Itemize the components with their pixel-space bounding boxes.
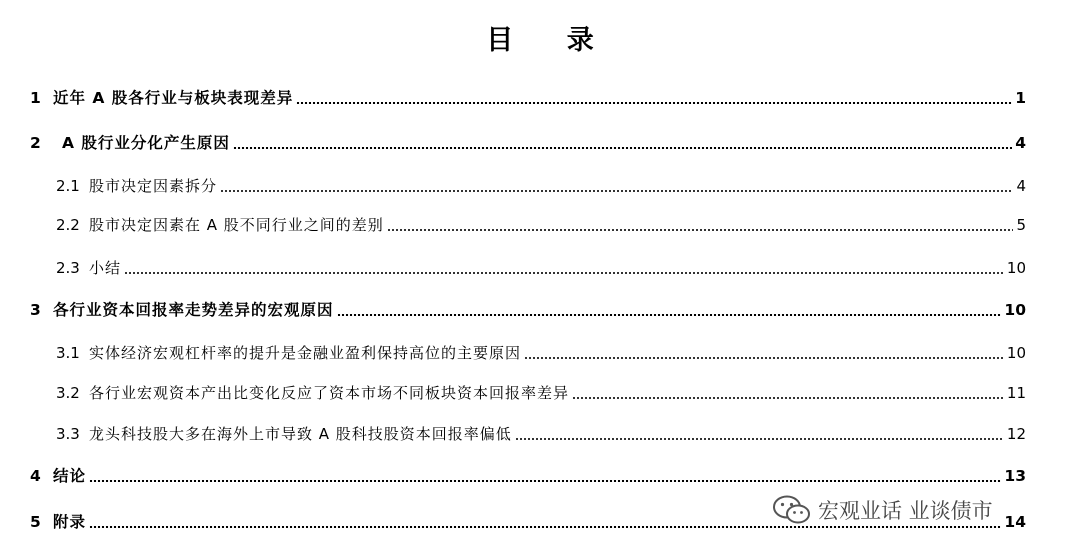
toc-number: 4 [30,467,41,485]
toc-page-number: 4 [1015,134,1026,152]
toc-subentry[interactable] [56,174,1026,198]
toc-number: 3.3 [56,425,80,443]
toc-heading: 近年 A 股各行业与板块表现差异 [53,89,294,107]
toc-entry[interactable] [30,131,1026,155]
toc-page-number: 10 [1004,301,1026,319]
toc-page-number: 4 [1016,177,1026,195]
toc-page-number: 10 [1006,344,1026,362]
toc-entry[interactable] [30,86,1026,110]
dot-leader [233,147,1012,149]
toc-number: 2.1 [56,177,80,195]
toc-entry[interactable] [30,464,1026,488]
dot-leader [296,102,1012,104]
wechat-watermark [772,494,993,526]
toc-heading: 附录 [53,513,87,531]
toc-number: 2 [30,134,41,152]
toc-page-number: 14 [1004,513,1026,531]
toc-heading: 股市决定因素在 A 股不同行业之间的差别 [89,216,384,234]
dot-leader [572,397,1004,399]
toc-page-number: 10 [1006,259,1026,277]
toc-heading: 各行业资本回报率走势差异的宏观原因 [53,301,334,319]
toc-heading: 小结 [89,259,122,277]
dot-leader [515,438,1004,440]
toc-subentry[interactable] [56,341,1026,365]
wechat-icon [772,494,812,526]
toc-page-number: 1 [1015,89,1026,107]
toc-number: 2.2 [56,216,80,234]
toc-page-number: 5 [1016,216,1026,234]
dot-leader [337,314,1002,316]
dot-leader [387,229,1014,231]
toc-number: 3.1 [56,344,80,362]
toc-number: 5 [30,513,41,531]
dot-leader [220,190,1013,192]
dot-leader [524,357,1004,359]
toc-number: 2.3 [56,259,80,277]
toc-number: 1 [30,89,41,107]
toc-number: 3.2 [56,384,80,402]
toc-subentry[interactable] [56,213,1026,237]
dot-leader [89,526,1001,528]
toc-subentry[interactable] [56,256,1026,280]
toc-number: 3 [30,301,41,319]
watermark-text: 宏观业话 业谈债市 [818,499,993,523]
toc-page-number: 13 [1004,467,1026,485]
toc-heading: 结论 [53,467,87,485]
toc-subentry[interactable] [56,381,1026,405]
toc-heading: 实体经济宏观杠杆率的提升是金融业盈利保持高位的主要原因 [89,344,522,362]
toc-page-number: 11 [1006,384,1026,402]
page-title: 目 录 [486,25,616,56]
toc-heading: 各行业宏观资本产出比变化反应了资本市场不同板块资本回报率差异 [89,384,570,402]
toc-subentry[interactable] [56,422,1026,446]
toc-heading: 龙头科技股大多在海外上市导致 A 股科技股资本回报率偏低 [89,425,512,443]
dot-leader [89,480,1001,482]
toc-heading: A 股行业分化产生原因 [62,134,230,152]
toc-entry[interactable] [30,298,1026,322]
toc-page-number: 12 [1006,425,1026,443]
toc-heading: 股市决定因素拆分 [89,177,218,195]
dot-leader [124,272,1004,274]
